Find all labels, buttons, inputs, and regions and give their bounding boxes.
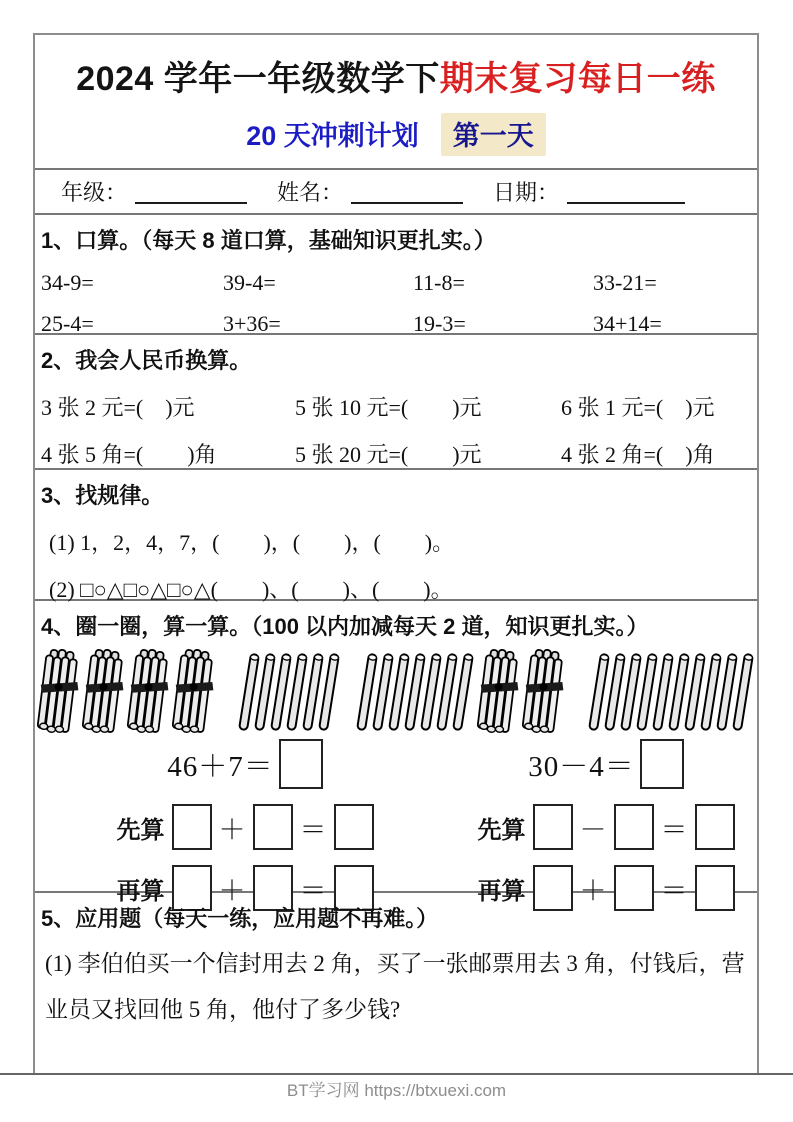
operator: ＋ — [579, 875, 607, 906]
page-title — [35, 51, 757, 100]
operator: ＋ — [218, 875, 246, 906]
stick-icon — [423, 649, 439, 735]
answer-box[interactable] — [695, 865, 735, 911]
stick-icon — [623, 649, 639, 735]
stick-gap — [337, 734, 359, 735]
operator: － — [579, 814, 607, 845]
money-item: 5 张 20 元=( )元 — [295, 442, 482, 467]
equation-row — [35, 739, 757, 789]
money-row — [35, 391, 757, 422]
step-label: 先算 — [116, 817, 165, 844]
word-problem-text: (1) 李伯伯买一个信封用去 2 角，买了一张邮票用去 3 角，付钱后，营业员又找回他 5 角，他付了多少钱? — [45, 951, 745, 1022]
equation-left-text: 46＋7＝ — [167, 750, 274, 783]
oral-calc-item: 39-4= — [223, 270, 276, 295]
day-badge: 第一天 — [441, 113, 546, 156]
equals-sign: ＝ — [299, 875, 327, 906]
stick-icon — [735, 649, 751, 735]
page-subtitle — [35, 113, 757, 156]
step-label: 先算 — [477, 817, 526, 844]
equation-right-text: 30－4＝ — [528, 750, 635, 783]
stick-icon — [455, 649, 471, 735]
stick-icon — [359, 649, 375, 735]
answer-box[interactable] — [279, 739, 323, 789]
stick-icon — [391, 649, 407, 735]
date-label: 日期： — [493, 180, 560, 205]
stick-bundle-icon — [39, 649, 81, 735]
oral-calc-item: 34-9= — [41, 270, 94, 295]
first-step-left — [35, 804, 455, 850]
date-blank[interactable] — [567, 180, 685, 204]
first-step-right — [455, 804, 757, 850]
stick-bundle-icon — [129, 649, 171, 735]
stick-icon — [639, 649, 655, 735]
stick-icon — [591, 649, 607, 735]
title-red-part: 期末复习每日一练 — [439, 60, 716, 98]
pattern-line-numbers: (1) 1，2，4，7，( )，( )，( )。 — [49, 530, 455, 555]
oral-calc-item: 34+14= — [593, 311, 662, 336]
stick-bundle-icon — [524, 649, 566, 735]
footer-divider — [0, 1073, 793, 1075]
stick-bundle-icon — [84, 649, 126, 735]
stick-icon — [703, 649, 719, 735]
stick-icon — [687, 649, 703, 735]
sticks-illustration — [35, 641, 757, 735]
answer-box[interactable] — [253, 804, 293, 850]
stick-icon — [671, 649, 687, 735]
stick-icon — [289, 649, 305, 735]
stick-icon — [257, 649, 273, 735]
equals-sign: ＝ — [660, 814, 688, 845]
oral-calc-row — [35, 270, 757, 296]
second-step-right — [455, 865, 757, 911]
step-label: 再算 — [116, 878, 165, 905]
money-item: 6 张 1 元=( )元 — [561, 395, 715, 420]
stick-icon — [241, 649, 257, 735]
money-item: 3 张 2 元=( )元 — [41, 395, 195, 420]
section-money-conversion — [35, 333, 757, 468]
operator: ＋ — [218, 814, 246, 845]
title-block — [35, 51, 757, 168]
stick-icon — [273, 649, 289, 735]
stick-gap — [569, 734, 591, 735]
answer-box[interactable] — [533, 865, 573, 911]
equation-right — [455, 739, 757, 789]
section5-heading: 5、应用题（每天一练，应用题不再难。） — [41, 906, 439, 931]
answer-box[interactable] — [334, 804, 374, 850]
equals-sign: ＝ — [299, 814, 327, 845]
stick-gap — [219, 734, 241, 735]
answer-box[interactable] — [640, 739, 684, 789]
stick-icon — [655, 649, 671, 735]
money-item: 4 张 5 角=( )角 — [41, 442, 217, 467]
site-watermark: BT学习网 https://btxuexi.com — [286, 1081, 507, 1100]
student-info-row — [35, 168, 757, 213]
sticks-left-group — [39, 649, 471, 735]
section4-heading: 4、圈一圈，算一算。（100 以内加减每天 2 道，知识更扎实。） — [41, 614, 649, 639]
stick-icon — [719, 649, 735, 735]
oral-calc-item: 19-3= — [413, 311, 466, 336]
oral-calc-item: 33-21= — [593, 270, 657, 295]
money-item: 5 张 10 元=( )元 — [295, 395, 482, 420]
money-row — [35, 438, 757, 469]
answer-box[interactable] — [172, 804, 212, 850]
section1-heading: 1、口算。（每天 8 道口算，基础知识更扎实。） — [41, 228, 496, 253]
pattern-line-shapes: (2) □○△□○△□○△( )、( )、( )。 — [49, 577, 453, 602]
stick-icon — [321, 649, 337, 735]
sticks-right-group — [479, 649, 751, 735]
section-word-problem — [35, 891, 757, 1091]
oral-calc-item: 3+36= — [223, 311, 281, 336]
subtitle-plan: 20 天冲刺计划 — [246, 121, 419, 151]
stick-icon — [439, 649, 455, 735]
answer-box[interactable] — [614, 865, 654, 911]
stick-icon — [407, 649, 423, 735]
stick-icon — [607, 649, 623, 735]
section2-heading: 2、我会人民币换算。 — [41, 348, 252, 373]
stick-bundle-icon — [479, 649, 521, 735]
name-label: 姓名： — [277, 180, 344, 205]
oral-calc-row — [35, 311, 757, 337]
first-step-row — [35, 804, 757, 850]
answer-box[interactable] — [695, 804, 735, 850]
equation-left — [35, 739, 455, 789]
stick-icon — [375, 649, 391, 735]
grade-label: 年级： — [61, 180, 128, 205]
section-oral-calculation — [35, 213, 757, 336]
grade-blank[interactable] — [135, 180, 247, 204]
answer-box[interactable] — [533, 804, 573, 850]
oral-calc-item: 11-8= — [413, 270, 465, 295]
section-circle-and-calc — [35, 599, 757, 906]
oral-calc-item: 25-4= — [41, 311, 94, 336]
name-blank[interactable] — [351, 180, 463, 204]
stick-icon — [305, 649, 321, 735]
worksheet — [33, 33, 759, 1073]
step-label: 再算 — [477, 878, 526, 905]
section3-heading: 3、找规律。 — [41, 483, 164, 508]
title-black-part: 2024 学年一年级数学下 — [76, 60, 440, 98]
money-item: 4 张 2 角=( )角 — [561, 442, 715, 467]
section-find-pattern — [35, 468, 757, 602]
equals-sign: ＝ — [660, 875, 688, 906]
stick-bundle-icon — [174, 649, 216, 735]
answer-box[interactable] — [614, 804, 654, 850]
